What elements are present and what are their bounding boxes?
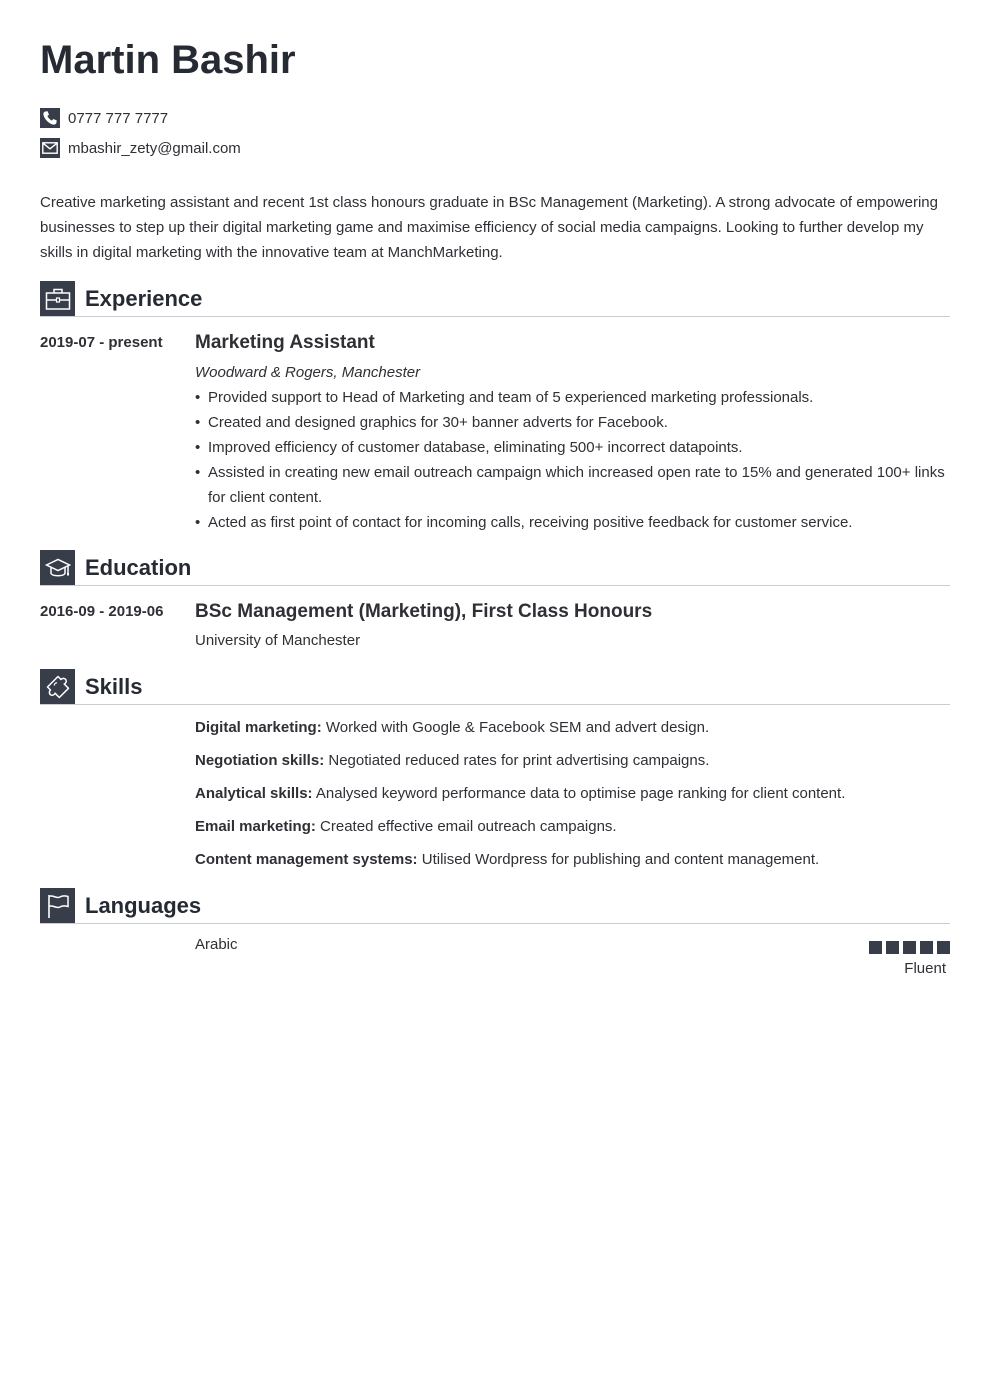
skill-description: Worked with Google & Facebook SEM and advert design. xyxy=(321,719,710,736)
company-name: Woodward & Rogers, Manchester xyxy=(195,364,421,381)
puzzle-piece-icon xyxy=(40,669,75,704)
skill-item xyxy=(195,847,950,872)
list-item: • Created and designed graphics for 30+ banner adverts for Facebook. xyxy=(195,410,950,435)
school-name: University of Manchester xyxy=(195,632,361,649)
rating-square xyxy=(869,941,882,954)
email-address[interactable]: mbashir_zety@gmail.com xyxy=(68,139,241,157)
list-item: • Improved efficiency of customer database, eliminating 500+ incorrect datapoints. xyxy=(195,435,950,460)
skills-section-header xyxy=(40,669,950,705)
degree-title: BSc Management (Marketing), First Class Honours xyxy=(195,601,653,622)
language-name: Arabic xyxy=(195,936,238,953)
skill-name: Analytical skills: xyxy=(195,785,313,802)
skill-description: Analysed keyword performance data to optimise page ranking for client content. xyxy=(312,785,846,802)
briefcase-icon xyxy=(40,281,75,316)
rating-square xyxy=(937,941,950,954)
rating-square xyxy=(920,941,933,954)
job-duties xyxy=(195,385,950,535)
contact-phone xyxy=(40,108,168,128)
skill-description: Created effective email outreach campaigns. xyxy=(315,818,617,835)
list-item: • Assisted in creating new email outreach campaign which increased open rate to 15% and generated 100+ links for client content. xyxy=(195,460,950,510)
phone-number: 0777 777 7777 xyxy=(68,109,169,127)
education-section-header xyxy=(40,550,950,586)
education-dates: 2016-09 - 2019-06 xyxy=(40,603,164,620)
education-entry xyxy=(195,600,950,653)
flag-icon xyxy=(40,888,75,923)
skill-item xyxy=(195,748,950,773)
contact-email xyxy=(40,138,241,158)
list-item: • Acted as first point of contact for incoming calls, receiving positive feedback for customer service. xyxy=(195,510,950,535)
list-item: • Provided support to Head of Marketing and team of 5 experienced marketing professionals. xyxy=(195,385,950,410)
skill-item xyxy=(195,781,950,806)
job-title: Marketing Assistant xyxy=(195,332,375,353)
profile-summary: Creative marketing assistant and recent 1st class honours graduate in BSc Management (Marketing). A strong advocate of empowering businesses to step up their digital marketing game and maximise efficiency of social media campaigns. Looking to further develop my skills in digital marketing with the innovative team at ManchMarketing. xyxy=(40,194,938,261)
education-title: Education xyxy=(85,555,192,580)
rating-square xyxy=(903,941,916,954)
experience-entry xyxy=(195,331,950,535)
experience-dates: 2019-07 - present xyxy=(40,334,163,351)
graduation-cap-icon xyxy=(40,550,75,585)
languages-title: Languages xyxy=(85,893,202,918)
experience-section-header xyxy=(40,281,950,317)
skill-description: Utilised Wordpress for publishing and content management. xyxy=(417,851,820,868)
rating-square xyxy=(886,941,899,954)
language-level: Fluent xyxy=(904,960,946,977)
language-rating xyxy=(865,941,950,954)
skill-name: Email marketing: xyxy=(195,818,316,835)
skill-name: Negotiation skills: xyxy=(195,752,325,769)
skill-name: Digital marketing: xyxy=(195,719,322,736)
envelope-icon xyxy=(40,138,60,158)
phone-icon xyxy=(40,108,60,128)
candidate-name: Martin Bashir xyxy=(40,38,296,82)
languages-section-header xyxy=(40,888,950,924)
skill-description: Negotiated reduced rates for print advertising campaigns. xyxy=(324,752,710,769)
skill-item xyxy=(195,715,950,740)
skill-item xyxy=(195,814,950,839)
skills-list xyxy=(195,715,950,880)
experience-title: Experience xyxy=(85,286,203,311)
skills-title: Skills xyxy=(85,674,143,699)
skill-name: Content management systems: xyxy=(195,851,418,868)
